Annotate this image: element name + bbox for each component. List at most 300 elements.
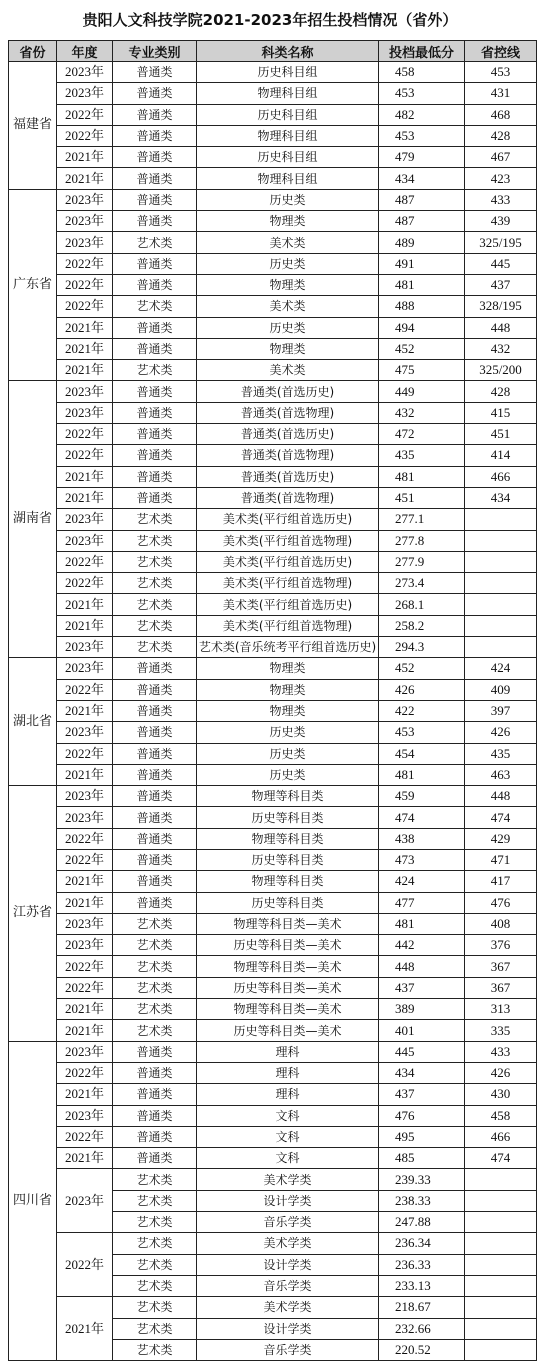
category-cell: 普通类 xyxy=(113,1041,197,1062)
page-title: 贵阳人文科技学院2021-2023年招生投档情况（省外） xyxy=(82,11,458,29)
province-cell: 江苏省 xyxy=(9,786,57,1042)
category-cell: 普通类 xyxy=(113,104,197,125)
category-cell: 普通类 xyxy=(113,1148,197,1169)
subject-cell: 美术类(平行组首选物理) xyxy=(197,573,379,594)
category-cell: 普通类 xyxy=(113,381,197,402)
table-row xyxy=(9,743,537,764)
year-cell: 2021年 xyxy=(57,1297,113,1361)
control-line-cell: 428 xyxy=(465,125,537,146)
table-row xyxy=(9,1233,537,1254)
control-line-cell: 437 xyxy=(465,274,537,295)
year-cell: 2023年 xyxy=(57,786,113,807)
table-row xyxy=(9,913,537,934)
year-cell: 2021年 xyxy=(57,615,113,636)
year-cell: 2022年 xyxy=(57,1062,113,1083)
min-score-cell: 426 xyxy=(379,679,465,700)
control-line-cell xyxy=(465,1169,537,1190)
admission-table xyxy=(8,40,537,1361)
min-score-cell: 232.66 xyxy=(379,1318,465,1339)
control-line-cell: 414 xyxy=(465,445,537,466)
subject-cell: 美术类(平行组首选历史) xyxy=(197,509,379,530)
subject-cell: 物理类 xyxy=(197,211,379,232)
subject-cell: 物理类 xyxy=(197,274,379,295)
category-cell: 艺术类 xyxy=(113,977,197,998)
control-line-cell: 433 xyxy=(465,1041,537,1062)
category-cell: 普通类 xyxy=(113,892,197,913)
year-cell: 2021年 xyxy=(57,338,113,359)
min-score-cell: 236.33 xyxy=(379,1254,465,1275)
category-cell: 艺术类 xyxy=(113,1190,197,1211)
subject-cell: 物理类 xyxy=(197,338,379,359)
category-cell: 艺术类 xyxy=(113,1297,197,1318)
category-cell: 艺术类 xyxy=(113,530,197,551)
min-score-cell: 488 xyxy=(379,296,465,317)
table-row xyxy=(9,83,537,104)
category-cell: 普通类 xyxy=(113,828,197,849)
control-line-cell: 463 xyxy=(465,764,537,785)
min-score-cell: 437 xyxy=(379,977,465,998)
subject-cell: 物理等科目类—美术 xyxy=(197,999,379,1020)
min-score-cell: 277.9 xyxy=(379,551,465,572)
table-row xyxy=(9,935,537,956)
year-cell: 2022年 xyxy=(57,253,113,274)
category-cell: 普通类 xyxy=(113,679,197,700)
category-cell: 普通类 xyxy=(113,807,197,828)
table-row xyxy=(9,211,537,232)
subject-cell: 美术学类 xyxy=(197,1169,379,1190)
control-line-cell: 428 xyxy=(465,381,537,402)
min-score-cell: 472 xyxy=(379,424,465,445)
subject-cell: 普通类(首选历史) xyxy=(197,381,379,402)
control-line-cell: 335 xyxy=(465,1020,537,1041)
min-score-cell: 494 xyxy=(379,317,465,338)
subject-cell: 历史科目组 xyxy=(197,147,379,168)
subject-cell: 美术类 xyxy=(197,232,379,253)
year-cell: 2021年 xyxy=(57,700,113,721)
category-cell: 艺术类 xyxy=(113,1318,197,1339)
table-row xyxy=(9,700,537,721)
category-cell: 艺术类 xyxy=(113,1254,197,1275)
table-row xyxy=(9,62,537,83)
table-row xyxy=(9,296,537,317)
table-row xyxy=(9,466,537,487)
control-line-cell: 367 xyxy=(465,956,537,977)
control-line-cell: 435 xyxy=(465,743,537,764)
year-cell: 2023年 xyxy=(57,530,113,551)
table-row xyxy=(9,1041,537,1062)
control-line-cell: 426 xyxy=(465,1062,537,1083)
control-line-cell xyxy=(465,1318,537,1339)
min-score-cell: 238.33 xyxy=(379,1190,465,1211)
header-control-line: 省控线 xyxy=(465,41,537,62)
control-line-cell: 448 xyxy=(465,786,537,807)
table-row xyxy=(9,658,537,679)
category-cell: 普通类 xyxy=(113,487,197,508)
year-cell: 2021年 xyxy=(57,999,113,1020)
control-line-cell: 439 xyxy=(465,211,537,232)
category-cell: 普通类 xyxy=(113,658,197,679)
min-score-cell: 435 xyxy=(379,445,465,466)
category-cell: 普通类 xyxy=(113,764,197,785)
control-line-cell xyxy=(465,530,537,551)
category-cell: 艺术类 xyxy=(113,956,197,977)
control-line-cell: 328/195 xyxy=(465,296,537,317)
min-score-cell: 491 xyxy=(379,253,465,274)
year-cell: 2021年 xyxy=(57,1084,113,1105)
year-cell: 2022年 xyxy=(57,424,113,445)
min-score-cell: 424 xyxy=(379,871,465,892)
category-cell: 艺术类 xyxy=(113,360,197,381)
category-cell: 普通类 xyxy=(113,274,197,295)
year-cell: 2022年 xyxy=(57,679,113,700)
subject-cell: 物理类 xyxy=(197,679,379,700)
subject-cell: 历史等科目类 xyxy=(197,892,379,913)
table-row xyxy=(9,1062,537,1083)
control-line-cell: 426 xyxy=(465,722,537,743)
min-score-cell: 277.1 xyxy=(379,509,465,530)
province-cell: 广东省 xyxy=(9,189,57,381)
min-score-cell: 247.88 xyxy=(379,1212,465,1233)
control-line-cell: 445 xyxy=(465,253,537,274)
category-cell: 普通类 xyxy=(113,125,197,146)
subject-cell: 美术学类 xyxy=(197,1297,379,1318)
category-cell: 普通类 xyxy=(113,1105,197,1126)
subject-cell: 普通类(首选物理) xyxy=(197,445,379,466)
table-row xyxy=(9,168,537,189)
table-body xyxy=(9,62,537,1361)
year-cell: 2021年 xyxy=(57,487,113,508)
category-cell: 普通类 xyxy=(113,743,197,764)
year-cell: 2021年 xyxy=(57,764,113,785)
category-cell: 艺术类 xyxy=(113,935,197,956)
min-score-cell: 218.67 xyxy=(379,1297,465,1318)
subject-cell: 美术类(平行组首选历史) xyxy=(197,594,379,615)
control-line-cell xyxy=(465,615,537,636)
subject-cell: 物理类 xyxy=(197,658,379,679)
min-score-cell: 482 xyxy=(379,104,465,125)
table-row xyxy=(9,956,537,977)
subject-cell: 美术类 xyxy=(197,296,379,317)
control-line-cell: 458 xyxy=(465,1105,537,1126)
table-row xyxy=(9,189,537,210)
category-cell: 艺术类 xyxy=(113,913,197,934)
min-score-cell: 434 xyxy=(379,1062,465,1083)
year-cell: 2022年 xyxy=(57,445,113,466)
category-cell: 普通类 xyxy=(113,62,197,83)
min-score-cell: 442 xyxy=(379,935,465,956)
year-cell: 2023年 xyxy=(57,509,113,530)
control-line-cell: 313 xyxy=(465,999,537,1020)
year-cell: 2022年 xyxy=(57,828,113,849)
subject-cell: 历史类 xyxy=(197,189,379,210)
control-line-cell: 453 xyxy=(465,62,537,83)
subject-cell: 物理科目组 xyxy=(197,125,379,146)
min-score-cell: 449 xyxy=(379,381,465,402)
category-cell: 普通类 xyxy=(113,317,197,338)
min-score-cell: 474 xyxy=(379,807,465,828)
subject-cell: 设计学类 xyxy=(197,1254,379,1275)
min-score-cell: 236.34 xyxy=(379,1233,465,1254)
min-score-cell: 233.13 xyxy=(379,1275,465,1296)
min-score-cell: 475 xyxy=(379,360,465,381)
year-cell: 2023年 xyxy=(57,83,113,104)
min-score-cell: 481 xyxy=(379,466,465,487)
subject-cell: 历史等科目类—美术 xyxy=(197,1020,379,1041)
category-cell: 艺术类 xyxy=(113,1275,197,1296)
subject-cell: 美术类(平行组首选历史) xyxy=(197,551,379,572)
control-line-cell: 409 xyxy=(465,679,537,700)
min-score-cell: 458 xyxy=(379,62,465,83)
category-cell: 普通类 xyxy=(113,786,197,807)
min-score-cell: 445 xyxy=(379,1041,465,1062)
subject-cell: 艺术类(音乐统考平行组首选历史) xyxy=(197,637,379,658)
control-line-cell xyxy=(465,1254,537,1275)
year-cell: 2023年 xyxy=(57,1041,113,1062)
subject-cell: 普通类(首选物理) xyxy=(197,402,379,423)
table-row xyxy=(9,487,537,508)
category-cell: 艺术类 xyxy=(113,232,197,253)
year-cell: 2022年 xyxy=(57,956,113,977)
min-score-cell: 481 xyxy=(379,764,465,785)
control-line-cell: 325/200 xyxy=(465,360,537,381)
min-score-cell: 422 xyxy=(379,700,465,721)
subject-cell: 历史类 xyxy=(197,253,379,274)
category-cell: 普通类 xyxy=(113,1084,197,1105)
min-score-cell: 489 xyxy=(379,232,465,253)
year-cell: 2021年 xyxy=(57,871,113,892)
min-score-cell: 432 xyxy=(379,402,465,423)
subject-cell: 物理等科目类—美术 xyxy=(197,956,379,977)
category-cell: 普通类 xyxy=(113,445,197,466)
control-line-cell: 466 xyxy=(465,1126,537,1147)
category-cell: 普通类 xyxy=(113,424,197,445)
subject-cell: 美术学类 xyxy=(197,1233,379,1254)
year-cell: 2021年 xyxy=(57,168,113,189)
table-header-row xyxy=(9,41,537,62)
min-score-cell: 487 xyxy=(379,189,465,210)
category-cell: 普通类 xyxy=(113,466,197,487)
control-line-cell: 408 xyxy=(465,913,537,934)
header-min-score: 投档最低分 xyxy=(379,41,465,62)
table-row xyxy=(9,232,537,253)
table-row xyxy=(9,722,537,743)
table-row xyxy=(9,594,537,615)
category-cell: 普通类 xyxy=(113,211,197,232)
subject-cell: 物理科目组 xyxy=(197,168,379,189)
table-row xyxy=(9,445,537,466)
year-cell: 2022年 xyxy=(57,551,113,572)
table-row xyxy=(9,402,537,423)
table-row xyxy=(9,509,537,530)
category-cell: 普通类 xyxy=(113,338,197,359)
subject-cell: 音乐学类 xyxy=(197,1339,379,1360)
control-line-cell: 376 xyxy=(465,935,537,956)
category-cell: 艺术类 xyxy=(113,594,197,615)
min-score-cell: 437 xyxy=(379,1084,465,1105)
control-line-cell xyxy=(465,1275,537,1296)
subject-cell: 历史等科目类 xyxy=(197,807,379,828)
min-score-cell: 473 xyxy=(379,849,465,870)
year-cell: 2021年 xyxy=(57,594,113,615)
subject-cell: 历史等科目类 xyxy=(197,849,379,870)
control-line-cell: 429 xyxy=(465,828,537,849)
header-province: 省份 xyxy=(9,41,57,62)
table-row xyxy=(9,871,537,892)
year-cell: 2022年 xyxy=(57,296,113,317)
subject-cell: 物理等科目类 xyxy=(197,828,379,849)
table-row xyxy=(9,317,537,338)
control-line-cell: 468 xyxy=(465,104,537,125)
min-score-cell: 273.4 xyxy=(379,573,465,594)
min-score-cell: 220.52 xyxy=(379,1339,465,1360)
year-cell: 2021年 xyxy=(57,466,113,487)
subject-cell: 历史等科目类—美术 xyxy=(197,977,379,998)
min-score-cell: 487 xyxy=(379,211,465,232)
control-line-cell: 431 xyxy=(465,83,537,104)
min-score-cell: 277.8 xyxy=(379,530,465,551)
control-line-cell xyxy=(465,551,537,572)
category-cell: 艺术类 xyxy=(113,573,197,594)
subject-cell: 历史类 xyxy=(197,764,379,785)
table-row xyxy=(9,1126,537,1147)
year-cell: 2022年 xyxy=(57,125,113,146)
table-row xyxy=(9,637,537,658)
min-score-cell: 451 xyxy=(379,487,465,508)
min-score-cell: 434 xyxy=(379,168,465,189)
table-row xyxy=(9,274,537,295)
control-line-cell: 423 xyxy=(465,168,537,189)
subject-cell: 理科 xyxy=(197,1084,379,1105)
table-row xyxy=(9,381,537,402)
min-score-cell: 239.33 xyxy=(379,1169,465,1190)
control-line-cell: 432 xyxy=(465,338,537,359)
category-cell: 艺术类 xyxy=(113,1020,197,1041)
province-cell: 福建省 xyxy=(9,62,57,190)
subject-cell: 历史科目组 xyxy=(197,62,379,83)
table-row xyxy=(9,424,537,445)
category-cell: 艺术类 xyxy=(113,1339,197,1360)
year-cell: 2022年 xyxy=(57,1233,113,1297)
min-score-cell: 452 xyxy=(379,338,465,359)
category-cell: 艺术类 xyxy=(113,999,197,1020)
year-cell: 2023年 xyxy=(57,913,113,934)
category-cell: 普通类 xyxy=(113,871,197,892)
subject-cell: 设计学类 xyxy=(197,1190,379,1211)
table-row xyxy=(9,1169,537,1190)
table-row xyxy=(9,1105,537,1126)
control-line-cell xyxy=(465,1339,537,1360)
table-row xyxy=(9,615,537,636)
table-row xyxy=(9,764,537,785)
min-score-cell: 258.2 xyxy=(379,615,465,636)
subject-cell: 音乐学类 xyxy=(197,1275,379,1296)
subject-cell: 美术类(平行组首选物理) xyxy=(197,615,379,636)
control-line-cell: 417 xyxy=(465,871,537,892)
min-score-cell: 481 xyxy=(379,274,465,295)
control-line-cell xyxy=(465,1297,537,1318)
min-score-cell: 452 xyxy=(379,658,465,679)
subject-cell: 理科 xyxy=(197,1041,379,1062)
year-cell: 2021年 xyxy=(57,147,113,168)
category-cell: 普通类 xyxy=(113,1126,197,1147)
year-cell: 2023年 xyxy=(57,189,113,210)
year-cell: 2023年 xyxy=(57,381,113,402)
min-score-cell: 453 xyxy=(379,722,465,743)
control-line-cell: 448 xyxy=(465,317,537,338)
min-score-cell: 477 xyxy=(379,892,465,913)
table-row xyxy=(9,807,537,828)
table-row xyxy=(9,1084,537,1105)
category-cell: 普通类 xyxy=(113,147,197,168)
year-cell: 2022年 xyxy=(57,849,113,870)
table-row xyxy=(9,977,537,998)
table-row xyxy=(9,104,537,125)
table-row xyxy=(9,573,537,594)
subject-cell: 美术类 xyxy=(197,360,379,381)
year-cell: 2021年 xyxy=(57,1148,113,1169)
control-line-cell: 325/195 xyxy=(465,232,537,253)
category-cell: 普通类 xyxy=(113,1062,197,1083)
control-line-cell: 474 xyxy=(465,1148,537,1169)
control-line-cell: 424 xyxy=(465,658,537,679)
subject-cell: 物理等科目类—美术 xyxy=(197,913,379,934)
control-line-cell xyxy=(465,594,537,615)
min-score-cell: 448 xyxy=(379,956,465,977)
table-row xyxy=(9,1020,537,1041)
subject-cell: 美术类(平行组首选物理) xyxy=(197,530,379,551)
control-line-cell xyxy=(465,1212,537,1233)
province-cell: 湖南省 xyxy=(9,381,57,658)
category-cell: 艺术类 xyxy=(113,509,197,530)
province-cell: 四川省 xyxy=(9,1041,57,1360)
control-line-cell xyxy=(465,1190,537,1211)
category-cell: 艺术类 xyxy=(113,1212,197,1233)
category-cell: 普通类 xyxy=(113,253,197,274)
subject-cell: 物理等科目类 xyxy=(197,786,379,807)
subject-cell: 物理科目组 xyxy=(197,83,379,104)
header-subject-name: 科类名称 xyxy=(197,41,379,62)
year-cell: 2023年 xyxy=(57,1169,113,1233)
category-cell: 艺术类 xyxy=(113,1169,197,1190)
category-cell: 艺术类 xyxy=(113,551,197,572)
table-row xyxy=(9,551,537,572)
subject-cell: 理科 xyxy=(197,1062,379,1083)
min-score-cell: 485 xyxy=(379,1148,465,1169)
control-line-cell xyxy=(465,1233,537,1254)
year-cell: 2023年 xyxy=(57,637,113,658)
table-row xyxy=(9,125,537,146)
province-cell: 湖北省 xyxy=(9,658,57,786)
table-row xyxy=(9,828,537,849)
min-score-cell: 479 xyxy=(379,147,465,168)
min-score-cell: 481 xyxy=(379,913,465,934)
control-line-cell: 467 xyxy=(465,147,537,168)
year-cell: 2023年 xyxy=(57,807,113,828)
min-score-cell: 294.3 xyxy=(379,637,465,658)
subject-cell: 物理类 xyxy=(197,700,379,721)
control-line-cell xyxy=(465,637,537,658)
table-row xyxy=(9,530,537,551)
min-score-cell: 453 xyxy=(379,125,465,146)
control-line-cell: 466 xyxy=(465,466,537,487)
category-cell: 普通类 xyxy=(113,168,197,189)
subject-cell: 历史类 xyxy=(197,317,379,338)
control-line-cell: 367 xyxy=(465,977,537,998)
table-row xyxy=(9,338,537,359)
subject-cell: 设计学类 xyxy=(197,1318,379,1339)
subject-cell: 历史等科目类—美术 xyxy=(197,935,379,956)
category-cell: 普通类 xyxy=(113,700,197,721)
